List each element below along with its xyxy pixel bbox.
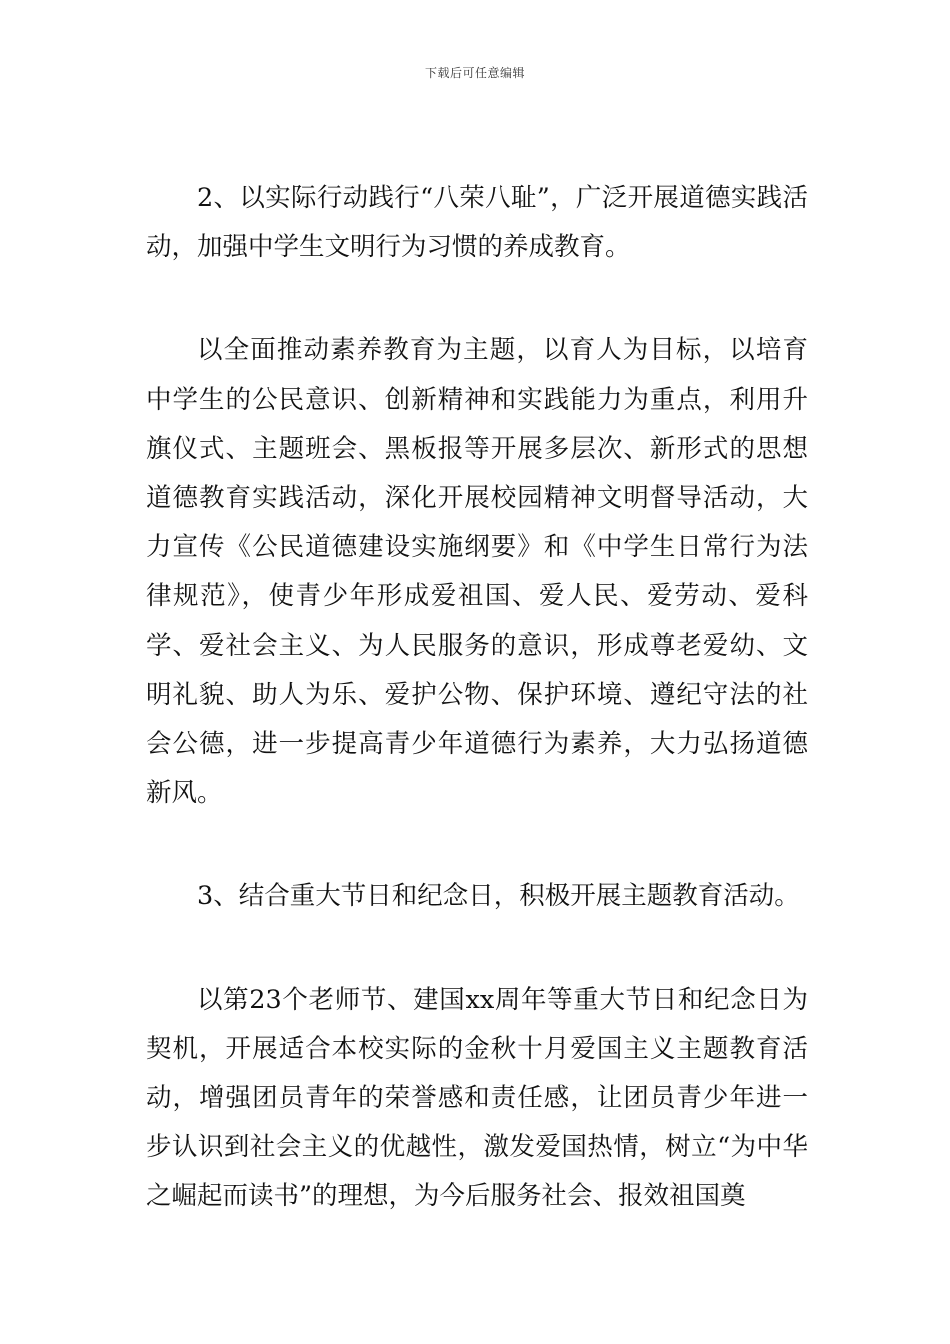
paragraph-moral-education: 以全面推动素养教育为主题，以育人为目标，以培育中学生的公民意识、创新精神和实践能力为重点，利用升旗仪式、主题班会、黑板报等开展多层次、新形式的思想道德教育实践活动，深化开展校园精神文明督导活动，大力宣传《公民道德建设实施纲要》和《中学生日常行为法律规范》，使青少年形成爱祖国、爱人民、爱劳动、爱科学、爱社会主义、为人民服务的意识，形成尊老爱幼、文明礼貌、助人为乐、爱护公物、保护环境、遵纪守法的社会公德，进一步提高青少年道德行为素养，大力弘扬道德新风。 [146,335,808,809]
paragraph-section-3-heading: 3、结合重大节日和纪念日，积极开展主题教育活动。 [197,881,800,912]
paragraph-spacer [146,922,808,976]
paragraph-patriotic-education: 以第23个老师节、建国xx周年等重大节日和纪念日为契机，开展适合本校实际的金秋十月爱国主义主题教育活动，增强团员青年的荣誉感和责任感，让团员青少年进一步认识到社会主义的优越性，激发爱国热情，树立“为中华之崛起而读书”的理想，为今后服务社会、报效祖国奠 [146,984,808,1212]
document-body [146,174,808,1222]
page-header: 下载后可任意编辑 [424,66,525,80]
paragraph-spacer [146,818,808,872]
paragraph-spacer [146,272,808,326]
paragraph-section-2-heading: 2、以实际行动践行“八荣八耻”，广泛开展道德实践活动，加强中学生文明行为习惯的养成教育。 [146,183,808,263]
